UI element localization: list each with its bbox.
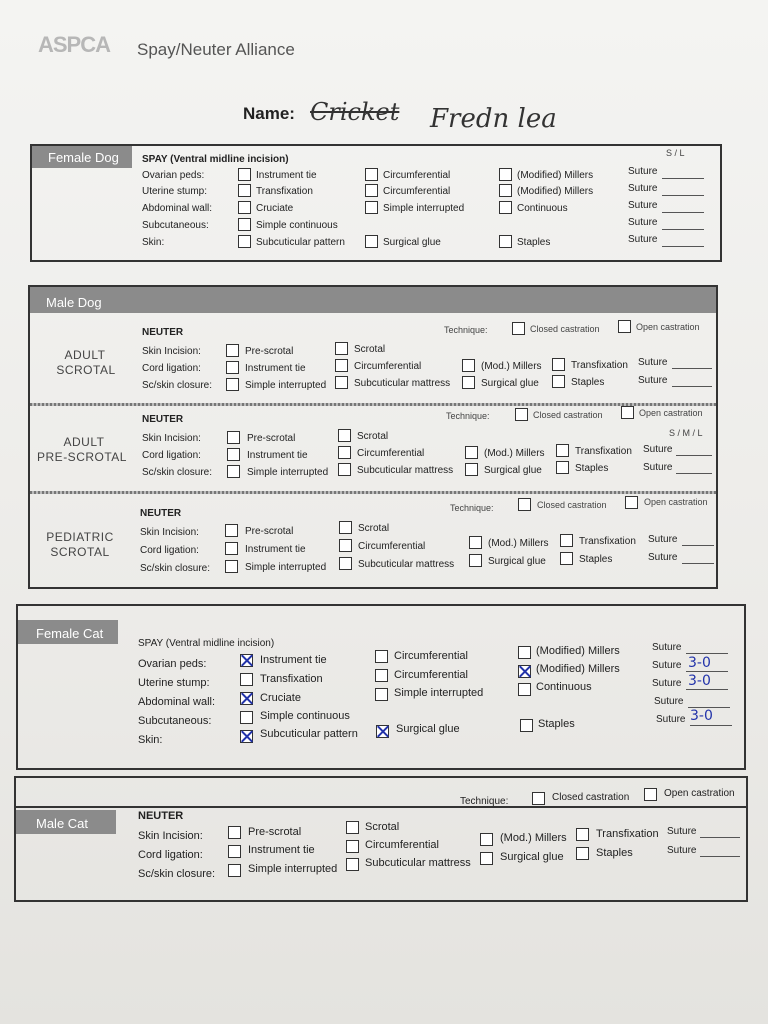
fc-suture-handwritten[interactable]: 3-0 [688,655,711,671]
fc-option: Circumferential [394,650,468,662]
md-row-label: Cord ligation: [142,450,201,461]
md-option: Staples [571,377,605,388]
md-option: Instrument tie [247,450,308,461]
mc-checkbox[interactable] [480,852,493,865]
mc-checkbox[interactable] [228,826,241,839]
female-dog-sl: S / L [666,148,685,158]
md-option: Scrotal [357,431,389,442]
fc-option: Staples [538,718,575,730]
md-row-label: Sc/skin closure: [142,467,213,478]
mc-option: Simple interrupted [248,863,338,875]
fd-row-label: Uterine stump: [142,186,208,197]
fd-suture-label: Suture [628,166,658,177]
fc-option: Surgical glue [396,723,460,735]
fd-checkbox[interactable] [238,235,251,248]
mc-option: Subcuticular mattress [365,857,471,869]
md-option: Surgical glue [484,465,542,476]
md-divider [30,491,716,494]
md-suture-label: Suture [643,462,673,473]
fd-checkbox[interactable] [499,201,512,214]
md-checkbox[interactable] [556,444,569,457]
male-cat-top-divider [16,806,746,808]
fd-suture-label: Suture [628,234,658,245]
md-option: Subcuticular mattress [358,559,455,570]
md-checkbox[interactable] [339,521,352,534]
fc-row-label: Skin: [138,734,163,746]
fd-option: Cruciate [256,203,294,214]
md-option: Circumferential [358,541,426,552]
mc-checkbox[interactable] [228,864,241,877]
fc-checkbox-checked[interactable] [376,725,389,738]
fc-checkbox[interactable] [240,673,253,686]
fc-suture-label: Suture [652,642,682,653]
fc-checkbox-checked[interactable] [240,692,253,705]
md-checkbox[interactable] [338,429,351,442]
name-field[interactable]: Fredn lea [430,104,557,134]
fc-suture-line[interactable] [690,725,732,726]
md-checkbox[interactable] [556,461,569,474]
md-checkbox[interactable] [226,361,239,374]
md-checkbox[interactable] [560,534,573,547]
md-checkbox[interactable] [335,359,348,372]
md-suture-label: Suture [643,444,673,455]
md-divider [30,403,716,406]
md-option: Instrument tie [245,363,306,374]
fd-checkbox[interactable] [365,184,378,197]
md-row-label: Skin Incision: [140,527,199,538]
fd-checkbox[interactable] [499,235,512,248]
fd-suture-line[interactable] [662,246,704,247]
md-row-label: Cord ligation: [140,545,199,556]
fd-option: Simple interrupted [383,203,465,214]
md-checkbox[interactable] [338,446,351,459]
md-sml: S / M / L [669,428,703,438]
md-option: Surgical glue [488,556,546,567]
female-cat-section [16,604,746,770]
fc-option: (Modified) Millers [536,663,620,675]
mc-row-label: Sc/skin closure: [138,868,216,880]
mc-checkbox[interactable] [346,821,359,834]
female-cat-tab: Female Cat [36,626,104,641]
mc-option: (Mod.) Millers [500,832,567,844]
fc-checkbox-checked[interactable] [518,665,531,678]
fc-checkbox[interactable] [518,683,531,696]
md-option: Simple interrupted [245,380,327,391]
fc-option: Cruciate [260,692,301,704]
fc-option: Circumferential [394,669,468,681]
md-row-label: Skin Incision: [142,346,201,357]
md-option: Pre-scrotal [245,346,294,357]
md-option: (Mod.) Millers [481,361,542,372]
md-neuter-title: NEUTER [140,508,182,519]
mc-checkbox[interactable] [228,845,241,858]
brand-title: Spay/Neuter Alliance [137,40,295,59]
mc-option: Transfixation [596,828,659,840]
md-option: (Mod.) Millers [484,448,545,459]
fc-option: Simple continuous [260,710,350,722]
md-group-name: SCROTAL [56,363,116,377]
md-option: Instrument tie [245,544,306,555]
mc-checkbox[interactable] [346,858,359,871]
md-open-label: Open castration [636,322,700,332]
md-group-name: PRE-SCROTAL [37,450,127,464]
md-option: Staples [575,463,609,474]
mc-neuter-title: NEUTER [138,810,184,822]
md-option: Circumferential [357,448,425,459]
fd-suture-line[interactable] [662,229,704,230]
md-closed-checkbox[interactable] [515,408,528,421]
fd-suture-label: Suture [628,183,658,194]
md-neuter-title: NEUTER [142,414,184,425]
fc-option: Simple interrupted [394,687,484,699]
md-suture-label: Suture [638,375,668,386]
fc-suture-line[interactable] [686,689,728,690]
md-technique-label: Technique: [444,325,488,335]
female-dog-section [30,144,722,262]
fc-suture-label: Suture [652,660,682,671]
fd-option: (Modified) Millers [517,170,594,181]
md-checkbox[interactable] [225,542,238,555]
mc-checkbox[interactable] [576,828,589,841]
md-neuter-title: NEUTER [142,327,184,338]
fd-row-label: Subcutaneous: [142,220,209,231]
fd-suture-line[interactable] [662,178,704,179]
md-suture-label: Suture [638,357,668,368]
md-option: Scrotal [358,523,390,534]
md-option: Transfixation [579,536,636,547]
female-dog-title: SPAY (Ventral midline incision) [142,154,289,165]
fc-option: Instrument tie [260,654,327,666]
md-group-name: ADULT [63,435,105,449]
fd-option: Subcuticular pattern [256,237,345,248]
md-checkbox[interactable] [226,378,239,391]
fd-row-label: Skin: [142,237,165,248]
mc-suture-line[interactable] [700,837,740,838]
mc-suture-label: Suture [667,826,697,837]
fd-row-label: Ovarian peds: [142,170,205,181]
fd-option: Continuous [517,203,568,214]
mc-checkbox[interactable] [480,833,493,846]
fd-option: Staples [517,237,551,248]
md-open-label: Open castration [639,408,703,418]
fc-option: Transfixation [260,673,323,685]
mc-option: Surgical glue [500,851,564,863]
male-dog-tab: Male Dog [46,295,102,310]
fc-row-label: Ovarian peds: [138,658,207,670]
md-suture-label: Suture [648,552,678,563]
md-checkbox[interactable] [552,375,565,388]
md-suture-line[interactable] [676,455,712,456]
fc-suture-label: Suture [652,678,682,689]
fc-checkbox[interactable] [518,646,531,659]
mc-suture-line[interactable] [700,856,740,857]
name-label: Name: [243,104,295,123]
md-checkbox[interactable] [560,552,573,565]
md-checkbox[interactable] [227,448,240,461]
md-row-label: Skin Incision: [142,433,201,444]
md-open-checkbox[interactable] [618,320,631,333]
fd-checkbox[interactable] [238,218,251,231]
md-option: Simple interrupted [247,467,329,478]
fd-suture-label: Suture [628,200,658,211]
fc-checkbox[interactable] [375,688,388,701]
name-struck-value: Cricket [310,98,400,126]
fd-option: Transfixation [256,186,313,197]
mc-option: Instrument tie [248,844,315,856]
fc-checkbox-checked[interactable] [240,730,253,743]
male-dog-bar [30,287,716,313]
female-dog-tab: Female Dog [48,150,119,165]
md-checkbox[interactable] [465,463,478,476]
fd-option: Surgical glue [383,237,441,248]
mc-open-checkbox[interactable] [644,788,657,801]
md-checkbox[interactable] [225,560,238,573]
fd-option: Instrument tie [256,170,317,181]
md-open-checkbox[interactable] [625,496,638,509]
fd-checkbox[interactable] [238,184,251,197]
mc-closed-label: Closed castration [552,792,630,803]
fd-checkbox[interactable] [365,235,378,248]
female-cat-title: SPAY (Ventral midline incision) [138,638,275,649]
md-suture-line[interactable] [682,563,714,564]
md-option: Staples [579,554,613,565]
md-checkbox[interactable] [465,446,478,459]
md-closed-checkbox[interactable] [518,498,531,511]
male-dog-section [28,285,718,589]
md-option: Scrotal [354,344,386,355]
md-checkbox[interactable] [226,344,239,357]
mc-row-label: Skin Incision: [138,830,203,842]
fc-checkbox[interactable] [240,711,253,724]
md-option: Transfixation [571,360,628,371]
male-cat-section [14,776,748,902]
md-suture-line[interactable] [672,368,712,369]
md-checkbox[interactable] [225,524,238,537]
fd-checkbox[interactable] [365,168,378,181]
fc-option: Continuous [536,681,592,693]
mc-technique-label: Technique: [460,796,509,807]
fc-suture-handwritten[interactable]: 3-0 [688,673,711,689]
md-option: Surgical glue [481,378,539,389]
male-cat-tab: Male Cat [36,816,89,831]
fc-checkbox[interactable] [375,650,388,663]
md-checkbox[interactable] [462,359,475,372]
fd-suture-line[interactable] [662,195,704,196]
fc-suture-line[interactable] [686,671,728,672]
fc-suture-label: Suture [654,696,684,707]
fd-suture-line[interactable] [662,212,704,213]
md-checkbox[interactable] [335,342,348,355]
md-checkbox[interactable] [469,554,482,567]
fd-checkbox[interactable] [365,201,378,214]
md-option: Pre-scrotal [247,433,296,444]
fd-option: Circumferential [383,186,451,197]
fc-row-label: Abdominal wall: [138,696,216,708]
md-group-name: ADULT [64,348,106,362]
md-open-label: Open castration [644,497,708,507]
md-checkbox[interactable] [335,376,348,389]
fc-suture-line[interactable] [686,653,728,654]
fc-checkbox[interactable] [520,719,533,732]
mc-suture-label: Suture [667,845,697,856]
md-checkbox[interactable] [552,358,565,371]
md-checkbox[interactable] [469,536,482,549]
md-option: Transfixation [575,446,632,457]
md-closed-label: Closed castration [530,324,600,334]
md-checkbox[interactable] [227,431,240,444]
fc-suture-label: Suture [656,714,686,725]
md-suture-line[interactable] [672,386,712,387]
md-closed-label: Closed castration [533,410,603,420]
mc-checkbox[interactable] [576,847,589,860]
fd-option: Circumferential [383,170,451,181]
md-checkbox[interactable] [227,465,240,478]
aspca-logo: ASPCA [38,32,111,57]
fc-option: Subcuticular pattern [260,728,358,740]
fd-option: Simple continuous [256,220,338,231]
md-group-name: SCROTAL [50,545,110,559]
fc-row-label: Uterine stump: [138,677,210,689]
fc-option: (Modified) Millers [536,645,620,657]
md-closed-checkbox[interactable] [512,322,525,335]
fc-checkbox-checked[interactable] [240,654,253,667]
fc-row-label: Subcutaneous: [138,715,212,727]
fd-checkbox[interactable] [499,168,512,181]
md-row-label: Cord ligation: [142,363,201,374]
fd-checkbox[interactable] [238,168,251,181]
mc-closed-checkbox[interactable] [532,792,545,805]
md-option: Circumferential [354,361,422,372]
md-technique-label: Technique: [446,411,490,421]
md-checkbox[interactable] [339,557,352,570]
mc-option: Circumferential [365,839,439,851]
mc-option: Staples [596,847,633,859]
mc-option: Pre-scrotal [248,826,302,838]
mc-open-label: Open castration [664,788,735,799]
md-checkbox[interactable] [339,539,352,552]
md-suture-label: Suture [648,534,678,545]
mc-row-label: Cord ligation: [138,849,203,861]
md-closed-label: Closed castration [537,500,607,510]
fd-row-label: Abdominal wall: [142,203,213,214]
mc-option: Scrotal [365,821,400,833]
md-suture-line[interactable] [682,545,714,546]
md-checkbox[interactable] [338,463,351,476]
fd-suture-label: Suture [628,217,658,228]
md-technique-label: Technique: [450,503,494,513]
fd-option: (Modified) Millers [517,186,594,197]
md-option: Pre-scrotal [245,526,294,537]
md-open-checkbox[interactable] [621,406,634,419]
md-row-label: Sc/skin closure: [142,380,213,391]
fd-checkbox[interactable] [499,184,512,197]
md-checkbox[interactable] [462,376,475,389]
md-row-label: Sc/skin closure: [140,563,211,574]
fd-checkbox[interactable] [238,201,251,214]
mc-checkbox[interactable] [346,840,359,853]
md-option: Simple interrupted [245,562,327,573]
md-group-name: PEDIATRIC [46,530,114,544]
fc-suture-handwritten[interactable]: 3-0 [690,708,713,724]
fc-checkbox[interactable] [375,669,388,682]
md-option: (Mod.) Millers [488,538,549,549]
md-option: Subcuticular mattress [354,378,451,389]
md-suture-line[interactable] [676,473,712,474]
md-option: Subcuticular mattress [357,465,454,476]
